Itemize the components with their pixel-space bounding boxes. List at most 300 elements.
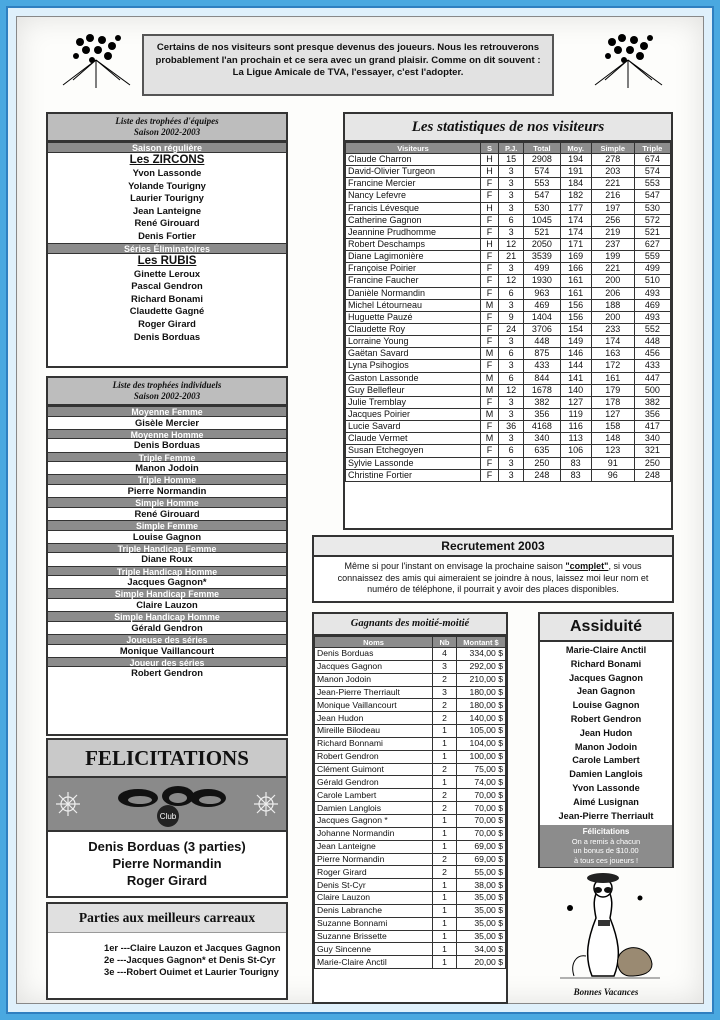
table-cell: 216: [591, 190, 634, 202]
table-row: [315, 956, 506, 969]
table-cell: 493: [634, 311, 670, 323]
table-cell: 1: [433, 956, 457, 969]
team-trophies-title: Liste des trophées d'équipes: [115, 116, 219, 126]
table-row: [346, 287, 671, 299]
visitor-stats-table: [345, 142, 671, 482]
table-cell: Jean Lanteigne: [315, 840, 433, 853]
table-row: [315, 827, 506, 840]
table-cell: Michel Létourneau: [346, 299, 481, 311]
team-trophies-box: [46, 112, 288, 368]
moitie-column-header: Nb: [433, 637, 457, 648]
table-row: [346, 299, 671, 311]
recrutement-text: [314, 557, 672, 600]
assiduite-note-line: à tous ces joueurs !: [573, 855, 639, 865]
intro-line: Certains de nos visiteurs sont presque devenus des joueurs. Nous les retrouverons: [156, 42, 540, 53]
team-member: Claudette Gagné: [129, 305, 205, 317]
table-cell: 3: [499, 202, 524, 214]
table-cell: F: [480, 178, 498, 190]
table-cell: 55,00 $: [457, 866, 506, 879]
table-row: [346, 251, 671, 263]
table-cell: 1678: [524, 384, 560, 396]
table-cell: 447: [634, 372, 670, 384]
table-cell: F: [480, 445, 498, 457]
table-cell: Roger Girard: [315, 866, 433, 879]
table-row: [315, 648, 506, 661]
trophy-category: Triple Homme: [48, 474, 286, 485]
assiduite-note-line: un bonus de $10.00: [573, 846, 639, 856]
team-member: Yolande Tourigny: [128, 179, 206, 191]
table-cell: 1: [433, 814, 457, 827]
table-cell: Danièle Normandin: [346, 287, 481, 299]
table-cell: Claire Lauzon: [315, 892, 433, 905]
team-trophies-header: [48, 114, 286, 142]
trophy-category: Joueuse des séries: [48, 634, 286, 645]
assiduite-name: Yvon Lassonde: [572, 782, 640, 793]
stats-column-header: Total: [524, 143, 560, 154]
vacances-caption: Bonnes Vacances: [573, 987, 639, 997]
table-row: [315, 892, 506, 905]
table-cell: Jeannine Prudhomme: [346, 226, 481, 238]
table-row: [315, 879, 506, 892]
table-cell: 194: [560, 154, 591, 166]
table-cell: 278: [591, 154, 634, 166]
table-cell: H: [480, 202, 498, 214]
table-cell: F: [480, 336, 498, 348]
table-row: [346, 421, 671, 433]
table-cell: M: [480, 348, 498, 360]
visitor-stats-header-row: [346, 143, 671, 154]
table-cell: 6: [499, 287, 524, 299]
table-cell: 83: [560, 469, 591, 481]
table-cell: 635: [524, 445, 560, 457]
table-cell: 456: [634, 348, 670, 360]
table-cell: 1404: [524, 311, 560, 323]
table-cell: 3: [499, 457, 524, 469]
table-cell: 3: [433, 686, 457, 699]
table-cell: 572: [634, 214, 670, 226]
table-cell: 233: [591, 323, 634, 335]
carreaux-line: 3e ---Robert Ouimet et Laurier Tourigny: [104, 966, 279, 978]
table-cell: 148: [591, 433, 634, 445]
table-row: [315, 673, 506, 686]
table-cell: Clément Guimont: [315, 763, 433, 776]
trophy-category: Simple Femme: [48, 520, 286, 531]
stats-column-header: Visiteurs: [346, 143, 481, 154]
table-cell: Lorraine Young: [346, 336, 481, 348]
assiduite-name: Jean Gagnon: [576, 686, 636, 697]
table-cell: 417: [634, 421, 670, 433]
winner-name: Pierre Normandin: [112, 856, 222, 871]
visitor-stats-title: Les statistiques de nos visiteurs: [345, 114, 671, 142]
table-cell: Carole Lambert: [315, 789, 433, 802]
table-cell: 530: [524, 202, 560, 214]
table-cell: 184: [560, 178, 591, 190]
individual-trophies-header: [48, 378, 286, 406]
table-cell: Christine Fortier: [346, 469, 481, 481]
table-cell: 177: [560, 202, 591, 214]
table-cell: 35,00 $: [457, 904, 506, 917]
table-cell: 75,00 $: [457, 763, 506, 776]
table-cell: 70,00 $: [457, 789, 506, 802]
regular-season-label: Saison régulière: [48, 142, 286, 153]
team-member: Roger Girard: [138, 317, 196, 329]
table-cell: F: [480, 360, 498, 372]
table-cell: 3: [499, 469, 524, 481]
table-cell: 161: [560, 275, 591, 287]
moitie-column-header: Montant $: [457, 637, 506, 648]
table-cell: 156: [560, 311, 591, 323]
trophy-category: Moyenne Homme: [48, 429, 286, 440]
trophy-winner: Monique Vaillancourt: [48, 645, 286, 657]
table-cell: Richard Bonnami: [315, 737, 433, 750]
regular-team-name: Les ZIRCONS: [129, 154, 205, 166]
table-cell: 1: [433, 827, 457, 840]
table-cell: 169: [560, 251, 591, 263]
table-cell: 188: [591, 299, 634, 311]
table-cell: 321: [634, 445, 670, 457]
table-cell: 219: [591, 226, 634, 238]
assiduite-name: Jacques Gagnon: [568, 672, 644, 683]
table-cell: 875: [524, 348, 560, 360]
table-cell: 166: [560, 263, 591, 275]
table-cell: Claude Vermet: [346, 433, 481, 445]
table-cell: 203: [591, 166, 634, 178]
table-cell: 21: [499, 251, 524, 263]
table-cell: Denis Borduas: [315, 648, 433, 661]
assiduite-note-title: Félicitations: [582, 827, 630, 837]
stats-column-header: Triple: [634, 143, 670, 154]
trophy-category: Simple Handicap Femme: [48, 588, 286, 599]
table-cell: F: [480, 469, 498, 481]
table-cell: 199: [591, 251, 634, 263]
table-row: [315, 712, 506, 725]
table-cell: 553: [524, 178, 560, 190]
table-cell: F: [480, 396, 498, 408]
table-cell: 469: [634, 299, 670, 311]
table-cell: Claudette Roy: [346, 323, 481, 335]
table-cell: F: [480, 214, 498, 226]
table-row: [346, 445, 671, 457]
table-row: [346, 408, 671, 420]
assiduite-note-lines: [540, 837, 672, 866]
table-cell: 6: [499, 214, 524, 226]
table-cell: 69,00 $: [457, 840, 506, 853]
intro-line: La Ligue Amicale de TVA, l'essayer, c'est l'adopter.: [232, 67, 464, 78]
table-cell: 1: [433, 840, 457, 853]
table-cell: F: [480, 457, 498, 469]
table-cell: 6: [499, 348, 524, 360]
assiduite-title: Assiduité: [540, 614, 672, 642]
carreaux-list: [48, 933, 286, 979]
trophy-winner: Robert Gendron: [48, 667, 286, 679]
moitie-header-row: [315, 637, 506, 648]
table-cell: 91: [591, 457, 634, 469]
table-cell: 3539: [524, 251, 560, 263]
table-row: [346, 457, 671, 469]
regular-team-members: [48, 167, 286, 243]
table-cell: 248: [634, 469, 670, 481]
table-cell: 356: [524, 408, 560, 420]
table-cell: 69,00 $: [457, 853, 506, 866]
table-row: [346, 311, 671, 323]
table-cell: 140: [560, 384, 591, 396]
table-row: [315, 789, 506, 802]
assiduite-name: Jean-Pierre Therriault: [558, 810, 654, 821]
table-cell: 12: [499, 384, 524, 396]
table-cell: 3: [499, 190, 524, 202]
table-cell: Susan Etchegoyen: [346, 445, 481, 457]
moitie-table: [314, 636, 506, 969]
visitor-stats-body: [346, 154, 671, 482]
table-cell: 174: [560, 214, 591, 226]
table-cell: 210,00 $: [457, 673, 506, 686]
table-row: [315, 699, 506, 712]
table-cell: 3706: [524, 323, 560, 335]
table-cell: 1: [433, 930, 457, 943]
table-cell: 248: [524, 469, 560, 481]
individual-trophy-list: [48, 406, 286, 680]
table-cell: 433: [634, 360, 670, 372]
table-cell: Damien Langlois: [315, 802, 433, 815]
stats-column-header: S: [480, 143, 498, 154]
trophy-category: Simple Handicap Homme: [48, 611, 286, 622]
table-row: [346, 336, 671, 348]
table-cell: 178: [591, 396, 634, 408]
individual-trophies-season: Saison 2002-2003: [133, 391, 201, 401]
assiduite-name: Carole Lambert: [572, 755, 640, 766]
table-cell: 172: [591, 360, 634, 372]
trophy-winner: Louise Gagnon: [48, 531, 286, 543]
table-cell: F: [480, 421, 498, 433]
table-cell: 256: [591, 214, 634, 226]
club-300-banner: [48, 776, 286, 832]
table-cell: Nancy Lefevre: [346, 190, 481, 202]
table-cell: 3: [499, 263, 524, 275]
winner-name: Roger Girard: [126, 873, 208, 888]
table-cell: 3: [499, 336, 524, 348]
table-row: [346, 166, 671, 178]
table-cell: 553: [634, 178, 670, 190]
table-cell: 2: [433, 712, 457, 725]
table-row: [346, 433, 671, 445]
table-cell: F: [480, 251, 498, 263]
table-cell: Monique Vaillancourt: [315, 699, 433, 712]
trophy-winner: Claire Lauzon: [48, 599, 286, 611]
table-cell: Robert Deschamps: [346, 238, 481, 250]
table-cell: M: [480, 433, 498, 445]
table-cell: 34,00 $: [457, 943, 506, 956]
table-cell: Lyna Psihogios: [346, 360, 481, 372]
intro-line: probablement l'an prochain et ce sera avec un grand plaisir. Comme on dit souvent :: [155, 54, 541, 66]
table-cell: Diane Lagimonière: [346, 251, 481, 263]
table-cell: 627: [634, 238, 670, 250]
team-member: Denis Borduas: [133, 330, 201, 342]
stats-column-header: Simple: [591, 143, 634, 154]
table-cell: 574: [634, 166, 670, 178]
table-cell: 844: [524, 372, 560, 384]
table-cell: 574: [524, 166, 560, 178]
table-cell: F: [480, 323, 498, 335]
table-cell: 530: [634, 202, 670, 214]
table-cell: 1: [433, 904, 457, 917]
assiduite-name: Robert Gendron: [570, 713, 642, 724]
table-cell: 206: [591, 287, 634, 299]
table-cell: F: [480, 190, 498, 202]
trophy-category: Triple Handicap Homme: [48, 566, 286, 577]
individual-trophies-box: [46, 376, 288, 736]
table-cell: 180,00 $: [457, 686, 506, 699]
table-cell: 250: [634, 457, 670, 469]
table-cell: 1: [433, 917, 457, 930]
table-cell: 237: [591, 238, 634, 250]
table-cell: 3: [499, 433, 524, 445]
table-cell: 1: [433, 776, 457, 789]
table-cell: 127: [560, 396, 591, 408]
table-cell: 356: [634, 408, 670, 420]
table-row: [315, 802, 506, 815]
table-cell: 180,00 $: [457, 699, 506, 712]
table-cell: 499: [634, 263, 670, 275]
table-cell: 2: [433, 699, 457, 712]
team-member: Richard Bonami: [131, 292, 203, 304]
intro-box: [142, 34, 554, 96]
table-cell: 144: [560, 360, 591, 372]
table-cell: Guy Sincenne: [315, 943, 433, 956]
team-member: Denis Fortier: [138, 229, 196, 241]
bowling-pins-icon: [58, 30, 136, 90]
team-member: Jean Lanteigne: [132, 204, 202, 216]
table-row: [346, 226, 671, 238]
table-cell: 382: [634, 396, 670, 408]
table-cell: 674: [634, 154, 670, 166]
trophy-winner: Diane Roux: [48, 553, 286, 565]
table-cell: 448: [524, 336, 560, 348]
stats-column-header: P.J.: [499, 143, 524, 154]
table-cell: 1: [433, 737, 457, 750]
club-300-logo-icon: [48, 778, 286, 830]
table-cell: 127: [591, 408, 634, 420]
table-cell: 104,00 $: [457, 737, 506, 750]
table-cell: 35,00 $: [457, 930, 506, 943]
table-cell: 116: [560, 421, 591, 433]
table-cell: H: [480, 238, 498, 250]
assiduite-name: Louise Gagnon: [572, 700, 640, 711]
table-cell: Suzanne Bonnami: [315, 917, 433, 930]
table-row: [346, 372, 671, 384]
assiduite-note-line: On a remis à chacun: [571, 836, 641, 846]
table-cell: 334,00 $: [457, 648, 506, 661]
moitie-column-header: Noms: [315, 637, 433, 648]
table-cell: 340: [634, 433, 670, 445]
table-cell: 3: [499, 396, 524, 408]
table-cell: Francine Mercier: [346, 178, 481, 190]
table-row: [315, 904, 506, 917]
table-cell: 469: [524, 299, 560, 311]
table-cell: 96: [591, 469, 634, 481]
table-cell: 3: [499, 166, 524, 178]
trophy-category: Triple Femme: [48, 452, 286, 463]
trophy-winner: Pierre Normandin: [48, 485, 286, 497]
table-cell: 174: [560, 226, 591, 238]
bowling-pins-icon: [590, 30, 668, 90]
table-row: [346, 202, 671, 214]
table-cell: 12: [499, 238, 524, 250]
table-cell: 221: [591, 178, 634, 190]
table-row: [315, 840, 506, 853]
table-cell: 250: [524, 457, 560, 469]
table-row: [346, 469, 671, 481]
table-cell: 3: [499, 299, 524, 311]
table-row: [346, 396, 671, 408]
recrutement-text-b: "complet": [565, 561, 609, 571]
table-row: [315, 750, 506, 763]
trophy-winner: Gérald Gendron: [48, 622, 286, 634]
table-cell: F: [480, 275, 498, 287]
table-cell: 2: [433, 802, 457, 815]
table-row: [346, 190, 671, 202]
table-cell: 521: [524, 226, 560, 238]
table-cell: 340: [524, 433, 560, 445]
table-cell: 191: [560, 166, 591, 178]
table-cell: Gérald Gendron: [315, 776, 433, 789]
table-cell: 141: [560, 372, 591, 384]
vacation-bowling-pin-icon: [540, 868, 674, 988]
recrutement-text-c: , si vous connaissez des amis qui aimeraient se joindre à nous, laissez moi leur nom et numéro de téléphone, il pourrait y avoir des places disponibles.: [337, 561, 649, 594]
individual-trophies-title: Liste des trophées individuels: [112, 380, 222, 390]
table-cell: Françoise Poirier: [346, 263, 481, 275]
table-row: [315, 725, 506, 738]
table-cell: 963: [524, 287, 560, 299]
table-cell: 3: [499, 226, 524, 238]
assiduite-name: Richard Bonami: [570, 658, 642, 669]
trophy-category: Joueur des séries: [48, 657, 286, 668]
table-cell: H: [480, 166, 498, 178]
table-cell: 100,00 $: [457, 750, 506, 763]
table-cell: 200: [591, 275, 634, 287]
table-cell: Huguette Pauzé: [346, 311, 481, 323]
team-member: Pascal Gendron: [131, 280, 203, 292]
table-cell: 70,00 $: [457, 814, 506, 827]
table-cell: F: [480, 287, 498, 299]
moitie-box: [312, 612, 508, 1004]
assiduite-name: Damien Langlois: [569, 769, 643, 780]
table-cell: 38,00 $: [457, 879, 506, 892]
carreaux-line: 2e ---Jacques Gagnon* et Denis St-Cyr: [104, 954, 276, 966]
table-cell: 292,00 $: [457, 660, 506, 673]
table-cell: Catherine Gagnon: [346, 214, 481, 226]
table-cell: 448: [634, 336, 670, 348]
table-cell: 2908: [524, 154, 560, 166]
table-cell: 83: [560, 457, 591, 469]
table-row: [315, 853, 506, 866]
club-label: Club: [159, 812, 177, 821]
table-cell: Jacques Poirier: [346, 408, 481, 420]
table-cell: Manon Jodoin: [315, 673, 433, 686]
table-cell: 6: [499, 445, 524, 457]
table-cell: 15: [499, 154, 524, 166]
table-cell: M: [480, 372, 498, 384]
table-cell: 163: [591, 348, 634, 360]
table-cell: 2: [433, 866, 457, 879]
table-cell: Sylvie Lassonde: [346, 457, 481, 469]
table-row: [315, 930, 506, 943]
table-cell: Jean Hudon: [315, 712, 433, 725]
assiduite-name: Marie-Claire Anctil: [565, 645, 647, 655]
table-cell: 156: [560, 299, 591, 311]
table-cell: F: [480, 311, 498, 323]
table-cell: 36: [499, 421, 524, 433]
table-cell: 493: [634, 287, 670, 299]
